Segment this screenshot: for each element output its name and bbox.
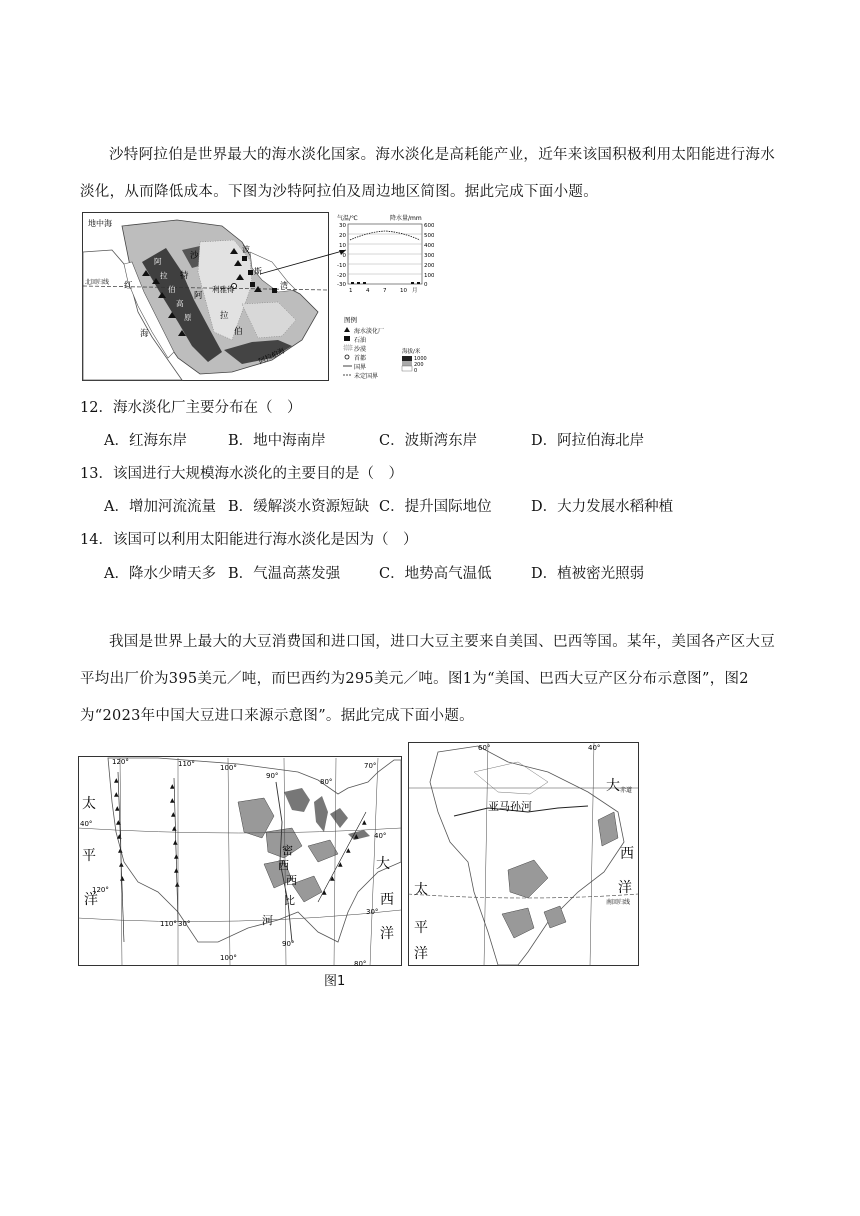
us-bottom-label: 100° — [220, 954, 237, 962]
saudi-arabia-map — [82, 212, 434, 384]
option-a: A．红海东岸 — [104, 433, 187, 449]
option-a: A．增加河流流量 — [104, 499, 216, 515]
option-c: C．提升国际地位 — [379, 499, 492, 515]
south-america-map-panel — [408, 742, 639, 966]
legend-elevation-title: 海拔/米 — [402, 349, 421, 355]
us-bottom-label: 120° — [92, 886, 109, 894]
us-bottom-label: 90° — [282, 940, 295, 948]
climate-left-tick: -30 — [337, 282, 346, 288]
svg-text:▲: ▲ — [346, 847, 351, 854]
soybean-region-map — [78, 742, 642, 968]
us-lat-label: 30° — [178, 920, 191, 928]
svg-text:▲: ▲ — [175, 881, 180, 888]
climate-x-tick: 7 — [383, 288, 387, 294]
map-legend — [343, 315, 427, 380]
label-hejaz-5: 原 — [184, 313, 192, 322]
legend-elev-tick: 1000 — [414, 356, 427, 362]
svg-text:▲: ▲ — [117, 833, 122, 840]
us-lon-label: 80° — [320, 778, 333, 786]
legend-desert: 沙漠 — [354, 346, 367, 353]
svg-text:▲: ▲ — [118, 847, 123, 854]
climate-x-tick: 月 — [412, 288, 418, 294]
tropic-label: 南回归线 — [606, 899, 631, 906]
us-lon-label: 90° — [266, 772, 279, 780]
options-14 — [104, 562, 724, 583]
option-b: B．气温高蒸发强 — [228, 566, 341, 582]
label-hejaz-3: 伯 — [168, 285, 176, 294]
passage-2: 我国是世界上最大的大豆消费国和进口国，进口大豆主要来自美国、巴西等国。某年，美国各产区大豆平均出厂价为395美元／吨，而巴西约为295美元／吨。图1为“美国、巴西大豆产区分布示意图”，图2为“2023年中国大豆进口来源示意图”。据此完成下面小题。 — [80, 634, 775, 724]
legend-elev-tick: 0 — [414, 368, 418, 374]
climate-right-tick: 100 — [424, 273, 434, 279]
legend-border: 国界 — [354, 364, 367, 371]
climate-left-tick: 0 — [342, 253, 346, 259]
brazil-atlantic-label: 西 — [620, 846, 634, 862]
svg-text:▲: ▲ — [114, 777, 119, 784]
svg-text:▲: ▲ — [172, 825, 177, 832]
label-desert-4: 拉 — [220, 311, 229, 321]
svg-text:▲: ▲ — [173, 839, 178, 846]
climate-right-tick: 0 — [424, 282, 428, 288]
climate-right-title: 降水量/mm — [390, 215, 422, 222]
label-red-sea-1: 红 — [124, 281, 133, 291]
climate-right-tick: 300 — [424, 253, 434, 259]
option-d: D．阿拉伯海北岸 — [531, 433, 645, 449]
climate-left-tick: -20 — [337, 273, 346, 279]
us-bottom-label: 110° — [160, 920, 177, 928]
us-lat-label: 30° — [366, 908, 379, 916]
passage-1: 沙特阿拉伯是世界最大的海水淡化国家。海水淡化是高耗能产业，近年来该国积极利用太阳能进行海水淡化，从而降低成本。下图为沙特阿拉伯及周边地区简图。据此完成下面小题。 — [80, 147, 775, 200]
legend-plant: 海水淡化厂 — [354, 328, 385, 335]
svg-text:▲: ▲ — [119, 861, 124, 868]
label-persian-2: 斯 — [254, 267, 262, 276]
us-lon-label: 70° — [364, 762, 377, 770]
mississippi-label: 比 — [284, 894, 295, 907]
brazil-atlantic-label: 大 — [606, 778, 620, 794]
us-pacific-label: 平 — [82, 848, 96, 864]
us-pacific-label: 太 — [82, 796, 96, 812]
label-arabian-sea: 阿拉伯海 — [257, 346, 287, 366]
svg-text:▲: ▲ — [174, 867, 179, 874]
svg-text:▲: ▲ — [115, 805, 120, 812]
us-bottom-label: 80° — [354, 960, 367, 968]
legend-oil: 石油 — [354, 337, 367, 344]
svg-text:▲: ▲ — [171, 811, 176, 818]
option-c: C．波斯湾东岸 — [379, 433, 478, 449]
label-desert-5: 伯 — [234, 327, 243, 337]
us-lat-label: 40° — [80, 820, 93, 828]
svg-text:▲: ▲ — [116, 819, 121, 826]
us-pacific-label: 洋 — [84, 892, 98, 908]
climate-left-tick: 20 — [339, 233, 346, 239]
brazil-pacific-label: 洋 — [414, 946, 428, 962]
svg-text:▲: ▲ — [114, 791, 119, 798]
us-lon-label: 110° — [178, 760, 195, 768]
svg-text:▲: ▲ — [354, 833, 359, 840]
label-hejaz-1: 阿 — [154, 257, 162, 266]
brazil-lon-label: 40° — [588, 744, 601, 752]
label-desert-3: 阿 — [194, 291, 203, 301]
us-atlantic-label: 西 — [380, 892, 394, 908]
climate-right-tick: 600 — [424, 223, 434, 229]
options-12 — [104, 429, 724, 450]
option-d: D．大力发展水稻种植 — [531, 499, 674, 515]
mississippi-label: 西 — [286, 874, 297, 887]
legend-elev-tick: 200 — [414, 362, 424, 368]
climate-right-tick: 400 — [424, 243, 434, 249]
label-hejaz-4: 高 — [176, 299, 184, 308]
climate-x-tick: 4 — [366, 288, 370, 294]
question-13: 13．该国进行大规模海水淡化的主要目的是（ ） — [80, 466, 403, 482]
question-12: 12．海水淡化厂主要分布在（ ） — [80, 400, 302, 416]
svg-text:▲: ▲ — [174, 853, 179, 860]
us-lon-label: 120° — [112, 758, 129, 766]
brazil-pacific-label: 平 — [414, 920, 428, 936]
amazon-label: 亚马孙河 — [488, 800, 532, 813]
us-atlantic-label: 洋 — [380, 926, 394, 942]
us-atlantic-label: 大 — [376, 856, 390, 872]
climate-left-tick: -10 — [337, 263, 346, 269]
option-c: C．地势高气温低 — [379, 566, 492, 582]
label-riyadh: 利雅得 — [212, 285, 235, 294]
svg-text:▲: ▲ — [322, 889, 327, 896]
option-a: A．降水少晴天多 — [104, 566, 216, 582]
brazil-pacific-label: 太 — [414, 882, 428, 898]
climate-left-title: 气温/℃ — [337, 215, 358, 222]
legend-title: 图例 — [344, 316, 357, 324]
label-mediterranean: 地中海 — [88, 219, 112, 228]
svg-text:▲: ▲ — [170, 797, 175, 804]
legend-undefined-border: 未定国界 — [354, 373, 379, 380]
climate-chart — [337, 214, 434, 294]
svg-text:▲: ▲ — [362, 819, 367, 826]
climate-left-tick: 30 — [339, 223, 346, 229]
label-persian-3: 湾 — [280, 281, 288, 290]
legend-capital: 首都 — [354, 355, 367, 362]
label-hejaz-2: 拉 — [160, 271, 168, 280]
mississippi-label: 密 — [282, 844, 293, 857]
mississippi-label: 河 — [262, 914, 273, 927]
climate-right-tick: 200 — [424, 263, 434, 269]
svg-text:▲: ▲ — [120, 875, 125, 882]
us-lon-label: 100° — [220, 764, 237, 772]
figure-caption: 图1 — [324, 974, 346, 989]
label-desert-2: 特 — [180, 271, 189, 281]
label-tropic: 北回归线 — [85, 279, 110, 286]
climate-x-tick: 1 — [349, 288, 353, 294]
svg-text:▲: ▲ — [330, 875, 335, 882]
mississippi-label: 西 — [278, 859, 289, 872]
climate-x-tick: 10 — [400, 288, 407, 294]
equator-label: 赤道 — [620, 787, 633, 794]
climate-left-tick: 10 — [339, 243, 346, 249]
label-red-sea-2: 海 — [140, 329, 149, 339]
label-persian-1: 波 — [242, 245, 250, 254]
usa-map-panel — [78, 757, 402, 969]
svg-text:▲: ▲ — [338, 861, 343, 868]
option-b: B．地中海南岸 — [228, 433, 326, 449]
options-13 — [104, 495, 724, 516]
question-14: 14．该国可以利用太阳能进行海水淡化是因为（ ） — [80, 532, 418, 548]
option-b: B．缓解淡水资源短缺 — [228, 499, 370, 515]
brazil-lon-label: 60° — [478, 744, 491, 752]
brazil-atlantic-label: 洋 — [618, 880, 632, 896]
us-lat-label: 40° — [374, 832, 387, 840]
option-d: D．植被密光照弱 — [531, 566, 645, 582]
label-desert-1: 沙 — [190, 251, 199, 261]
climate-right-tick: 500 — [424, 233, 434, 239]
svg-text:▲: ▲ — [170, 783, 175, 790]
